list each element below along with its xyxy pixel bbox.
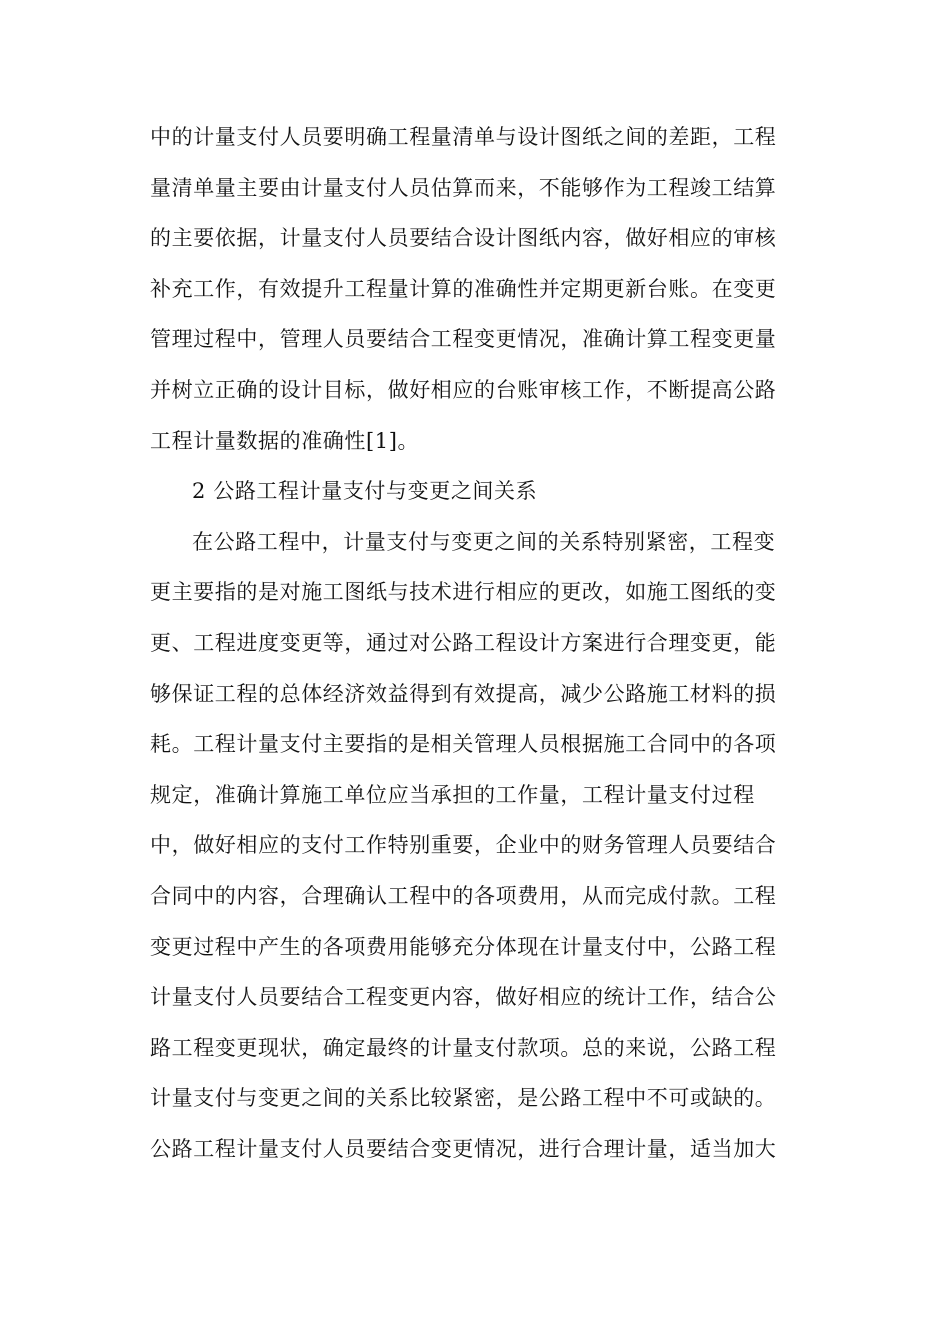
text-line: 的主要依据，计量支付人员要结合设计图纸内容，做好相应的审核 <box>150 226 777 251</box>
paragraph-1 <box>150 112 810 466</box>
text-line: 路工程变更现状，确定最终的计量支付款项。总的来说，公路工程 <box>150 1035 777 1060</box>
text-line: 更、工程进度变更等，通过对公路工程设计方案进行合理变更，能 <box>150 630 777 655</box>
text-line: 中的计量支付人员要明确工程量清单与设计图纸之间的差距，工程 <box>150 125 777 149</box>
text-line: 中，做好相应的支付工作特别重要，企业中的财务管理人员要结合 <box>150 833 777 858</box>
text-line: 耗。工程计量支付主要指的是相关管理人员根据施工合同中的各项 <box>150 732 777 757</box>
text-line: 在公路工程中，计量支付与变更之间的关系特别紧密，工程变 <box>192 529 776 554</box>
text-line: 规定，准确计算施工单位应当承担的工作量，工程计量支付过程 <box>150 782 755 807</box>
document-body <box>150 112 810 1174</box>
text-line: 变更过程中产生的各项费用能够充分体现在计量支付中，公路工程 <box>150 934 777 959</box>
text-line: 够保证工程的总体经济效益得到有效提高，减少公路施工材料的损 <box>150 681 777 706</box>
text-line: 补充工作，有效提升工程量计算的准确性并定期更新台账。在变更 <box>150 276 777 301</box>
paragraph-2 <box>150 517 810 1175</box>
text-line: 更主要指的是对施工图纸与技术进行相应的更改，如施工图纸的变 <box>150 580 777 605</box>
text-line: 计量支付人员要结合工程变更内容，做好相应的统计工作，结合公 <box>150 985 777 1010</box>
text-line: 工程计量数据的准确性[1]。 <box>150 428 420 453</box>
text-line: 量清单量主要由计量支付人员估算而来，不能够作为工程竣工结算 <box>150 175 777 200</box>
section-heading: 2 公路工程计量支付与变更之间关系 <box>192 479 538 504</box>
text-line: 管理过程中，管理人员要结合工程变更情况，准确计算工程变更量 <box>150 327 777 352</box>
text-line: 公路工程计量支付人员要结合变更情况，进行合理计量，适当加大 <box>150 1136 777 1161</box>
text-line: 合同中的内容，合理确认工程中的各项费用，从而完成付款。工程 <box>150 883 777 908</box>
text-line: 并树立正确的设计目标，做好相应的台账审核工作，不断提高公路 <box>150 377 777 402</box>
text-line: 计量支付与变更之间的关系比较紧密，是公路工程中不可或缺的。 <box>150 1086 777 1111</box>
